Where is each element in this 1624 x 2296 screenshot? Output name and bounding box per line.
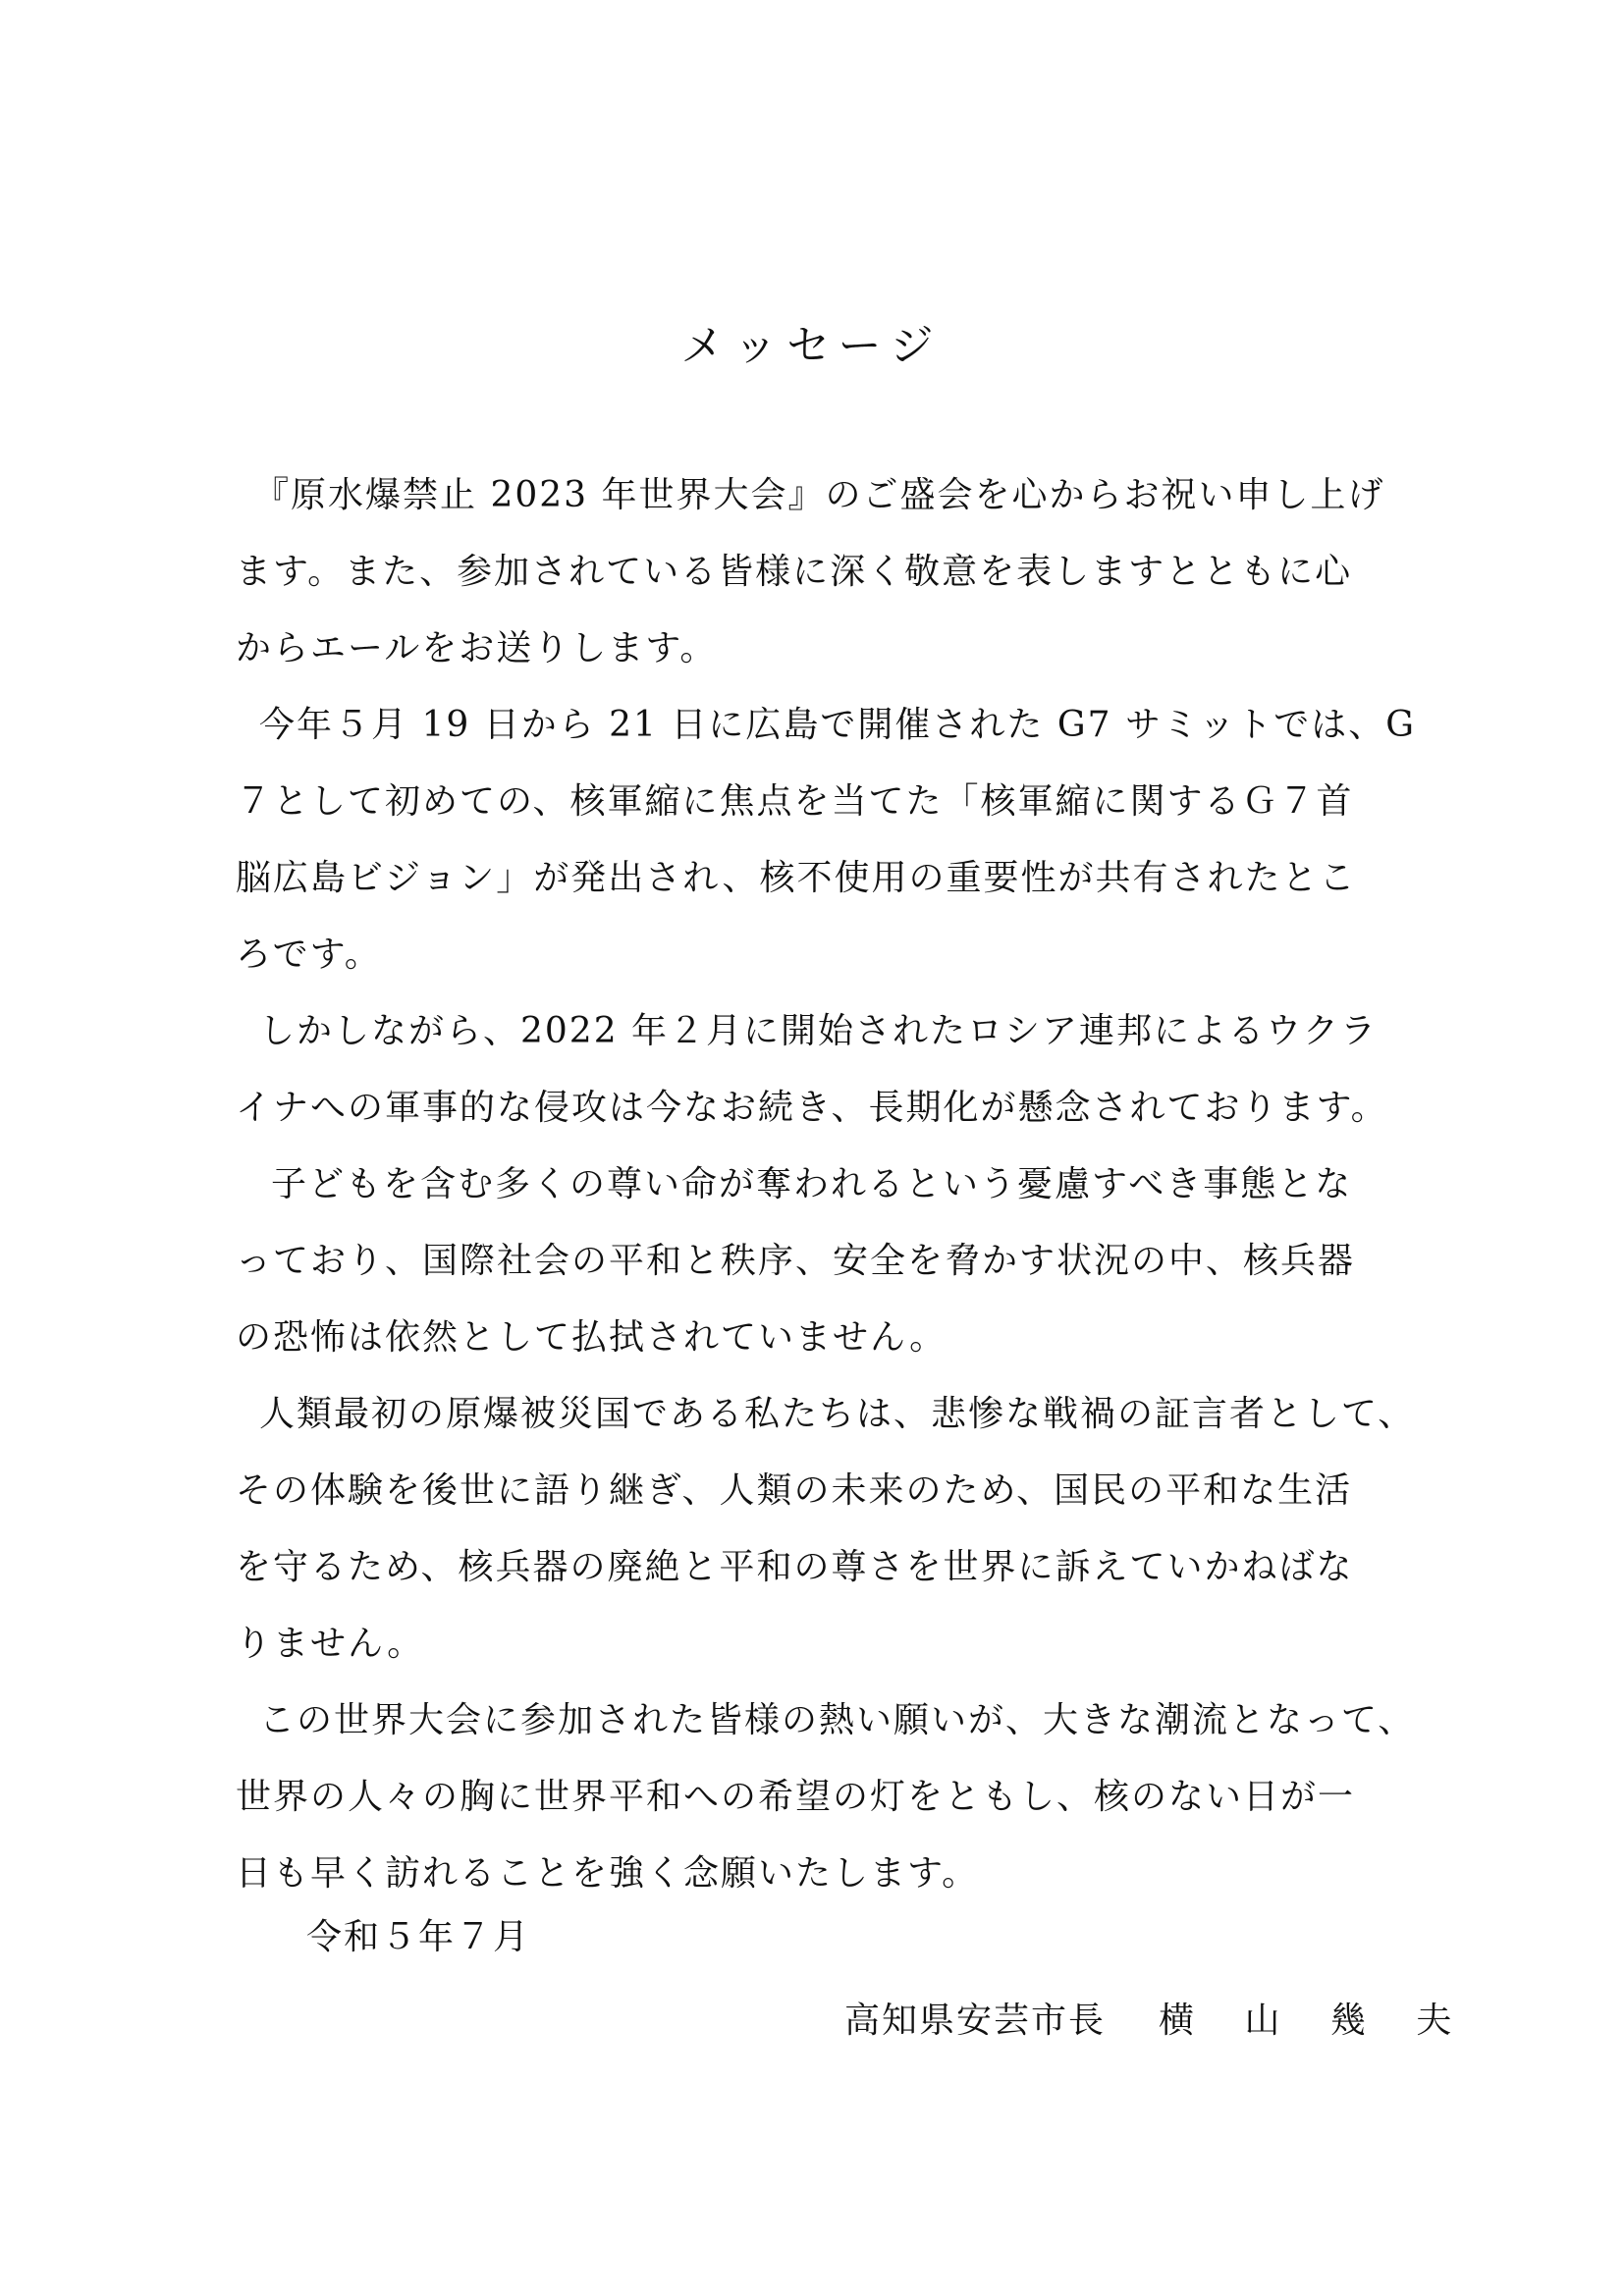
text-line: 子どもを含む多くの尊い命が奪われるという憂慮すべき事態とな <box>271 1164 1353 1204</box>
text-line: イナへの軍事的な侵攻は今なお続き、長期化が懸念されております。 <box>236 1088 1388 1128</box>
message-body <box>236 457 1416 1912</box>
page-title: メッセージ <box>680 321 944 371</box>
text-line: しかしながら、2022 年２月に開始されたロシア連邦によるウクラ <box>259 1011 1379 1051</box>
text-line: ます。また、参加されている皆様に深く敬意を表しますとともに心 <box>236 552 1353 592</box>
text-line: 世界の人々の胸に世界平和への希望の灯をともし、核のない日が一 <box>236 1777 1356 1817</box>
signer-title: 高知県安芸市長 <box>844 2001 1107 2041</box>
text-line: を守るため、核兵器の廃絶と平和の尊さを世界に訴えていかねばな <box>236 1547 1354 1587</box>
text-line: 『原水爆禁止 2023 年世界大会』のご盛会を心からお祝い申し上げ <box>253 475 1385 515</box>
text-line: その体験を後世に語り継ぎ、人類の未来のため、国民の平和な生活 <box>236 1470 1353 1511</box>
text-line: この世界大会に参加された皆様の熱い願いが、大きな潮流となって、 <box>259 1700 1416 1740</box>
text-line: 脳広島ビジョン」が発出され、核不使用の重要性が共有されたとこ <box>236 858 1357 898</box>
paragraph-1 <box>236 457 1404 687</box>
text-line: 今年５月 19 日から 21 日に広島で開催された G7 サミットでは、G <box>259 705 1416 745</box>
paragraph-4 <box>236 1147 1404 1376</box>
message-date: 令和５年７月 <box>306 1917 531 1957</box>
text-line: りません。 <box>236 1624 425 1664</box>
text-line: 人類最初の原爆被災国である私たちは、悲惨な戦禍の証言者として、 <box>259 1394 1416 1434</box>
text-line: からエールをお送りします。 <box>236 628 718 668</box>
paragraph-3 <box>236 993 1404 1147</box>
text-line: ろです。 <box>236 934 382 975</box>
paragraph-6 <box>236 1682 1416 1912</box>
paragraph-5 <box>236 1376 1416 1682</box>
text-line: ７として初めての、核軍縮に焦点を当てた「核軍縮に関するＧ７首 <box>236 781 1354 822</box>
text-line: 日も早く訪れることを強く念願いたします。 <box>236 1853 980 1894</box>
signature-block <box>844 1993 1471 2043</box>
signer-name: 横 山 幾 夫 <box>1159 2001 1472 2041</box>
paragraph-2 <box>236 687 1416 993</box>
text-line: っており、国際社会の平和と秩序、安全を脅かす状況の中、核兵器 <box>236 1241 1356 1281</box>
text-line: の恐怖は依然として払拭されていません。 <box>236 1317 947 1358</box>
